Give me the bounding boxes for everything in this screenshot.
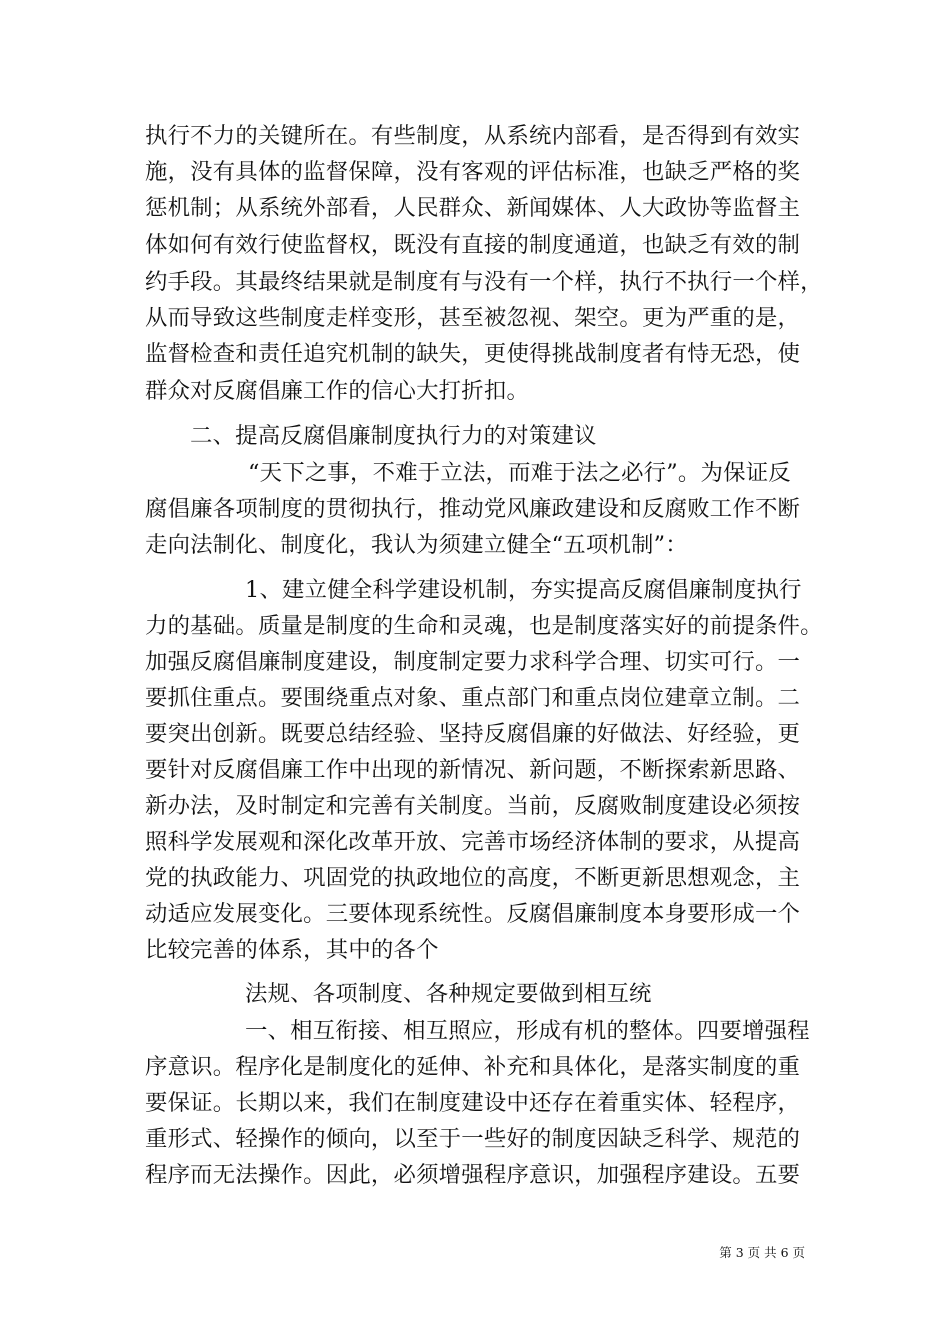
body-line-2: 施，没有具体的监督保障，没有客观的评估标准，也缺乏严格的奖: [145, 159, 801, 185]
body-line-27: 要保证。长期以来，我们在制度建设中还存在着重实体、轻程序，: [145, 1090, 801, 1116]
body-line-25: 一、相互衔接、相互照应，形成有机的整体。四要增强程: [245, 1018, 810, 1044]
body-line-19: 新办法，及时制定和完善有关制度。当前，反腐败制度建设必须按: [145, 793, 801, 819]
body-line-15: 加强反腐倡廉制度建设，制度制定要力求科学合理、切实可行。一: [145, 649, 801, 675]
body-line-28: 重形式、轻操作的倾向，以至于一些好的制度因缺乏科学、规范的: [145, 1126, 801, 1152]
body-line-11: 腐倡廉各项制度的贯彻执行，推动党风廉政建设和反腐败工作不断: [145, 496, 801, 522]
body-line-6: 从而导致这些制度走样变形，甚至被忽视、架空。更为严重的是，: [145, 305, 801, 331]
body-line-16: 要抓住重点。要围绕重点对象、重点部门和重点岗位建章立制。二: [145, 685, 801, 711]
section-heading: 二、提高反腐倡廉制度执行力的对策建议: [190, 423, 597, 449]
body-line-20: 照科学发展观和深化改革开放、完善市场经济体制的要求，从提高: [145, 829, 801, 855]
body-line-3: 惩机制；从系统外部看，人民群众、新闻媒体、人大政协等监督主: [145, 195, 801, 221]
body-line-24: 法规、各项制度、各种规定要做到相互统: [245, 981, 652, 1007]
body-line-13: 1、建立健全科学建设机制，夯实提高反腐倡廉制度执行: [245, 577, 802, 603]
page-number-footer: 第 3 页 共 6 页: [719, 1245, 805, 1260]
body-line-22: 动适应发展变化。三要体现系统性。反腐倡廉制度本身要形成一个: [145, 901, 801, 927]
body-line-14: 力的基础。质量是制度的生命和灵魂，也是制度落实好的前提条件。: [145, 613, 823, 639]
body-line-23: 比较完善的体系，其中的各个: [145, 937, 439, 963]
body-line-7: 监督检查和责任追究机制的缺失，更使得挑战制度者有恃无恐，使: [145, 341, 801, 367]
body-line-18: 要针对反腐倡廉工作中出现的新情况、新问题，不断探索新思路、: [145, 757, 801, 783]
body-line-21: 党的执政能力、巩固党的执政地位的高度，不断更新思想观念，主: [145, 865, 801, 891]
body-line-12: 走向法制化、制度化，我认为须建立健全“五项机制”：: [145, 532, 688, 558]
body-line-26: 序意识。程序化是制度化的延伸、补充和具体化，是落实制度的重: [145, 1054, 801, 1080]
body-line-8: 群众对反腐倡廉工作的信心大打折扣。: [145, 378, 530, 404]
body-line-4: 体如何有效行使监督权，既没有直接的制度通道，也缺乏有效的制: [145, 232, 801, 258]
body-line-17: 要突出创新。既要总结经验、坚持反腐倡廉的好做法、好经验，更: [145, 721, 801, 747]
body-line-1: 执行不力的关键所在。有些制度，从系统内部看，是否得到有效实: [145, 123, 801, 149]
body-line-5: 约手段。其最终结果就是制度有与没有一个样，执行不执行一个样，: [145, 269, 823, 295]
body-line-10: “天下之事，不难于立法，而难于法之必行”。为保证反: [248, 460, 791, 486]
body-line-29: 程序而无法操作。因此，必须增强程序意识，加强程序建设。五要: [145, 1162, 801, 1188]
